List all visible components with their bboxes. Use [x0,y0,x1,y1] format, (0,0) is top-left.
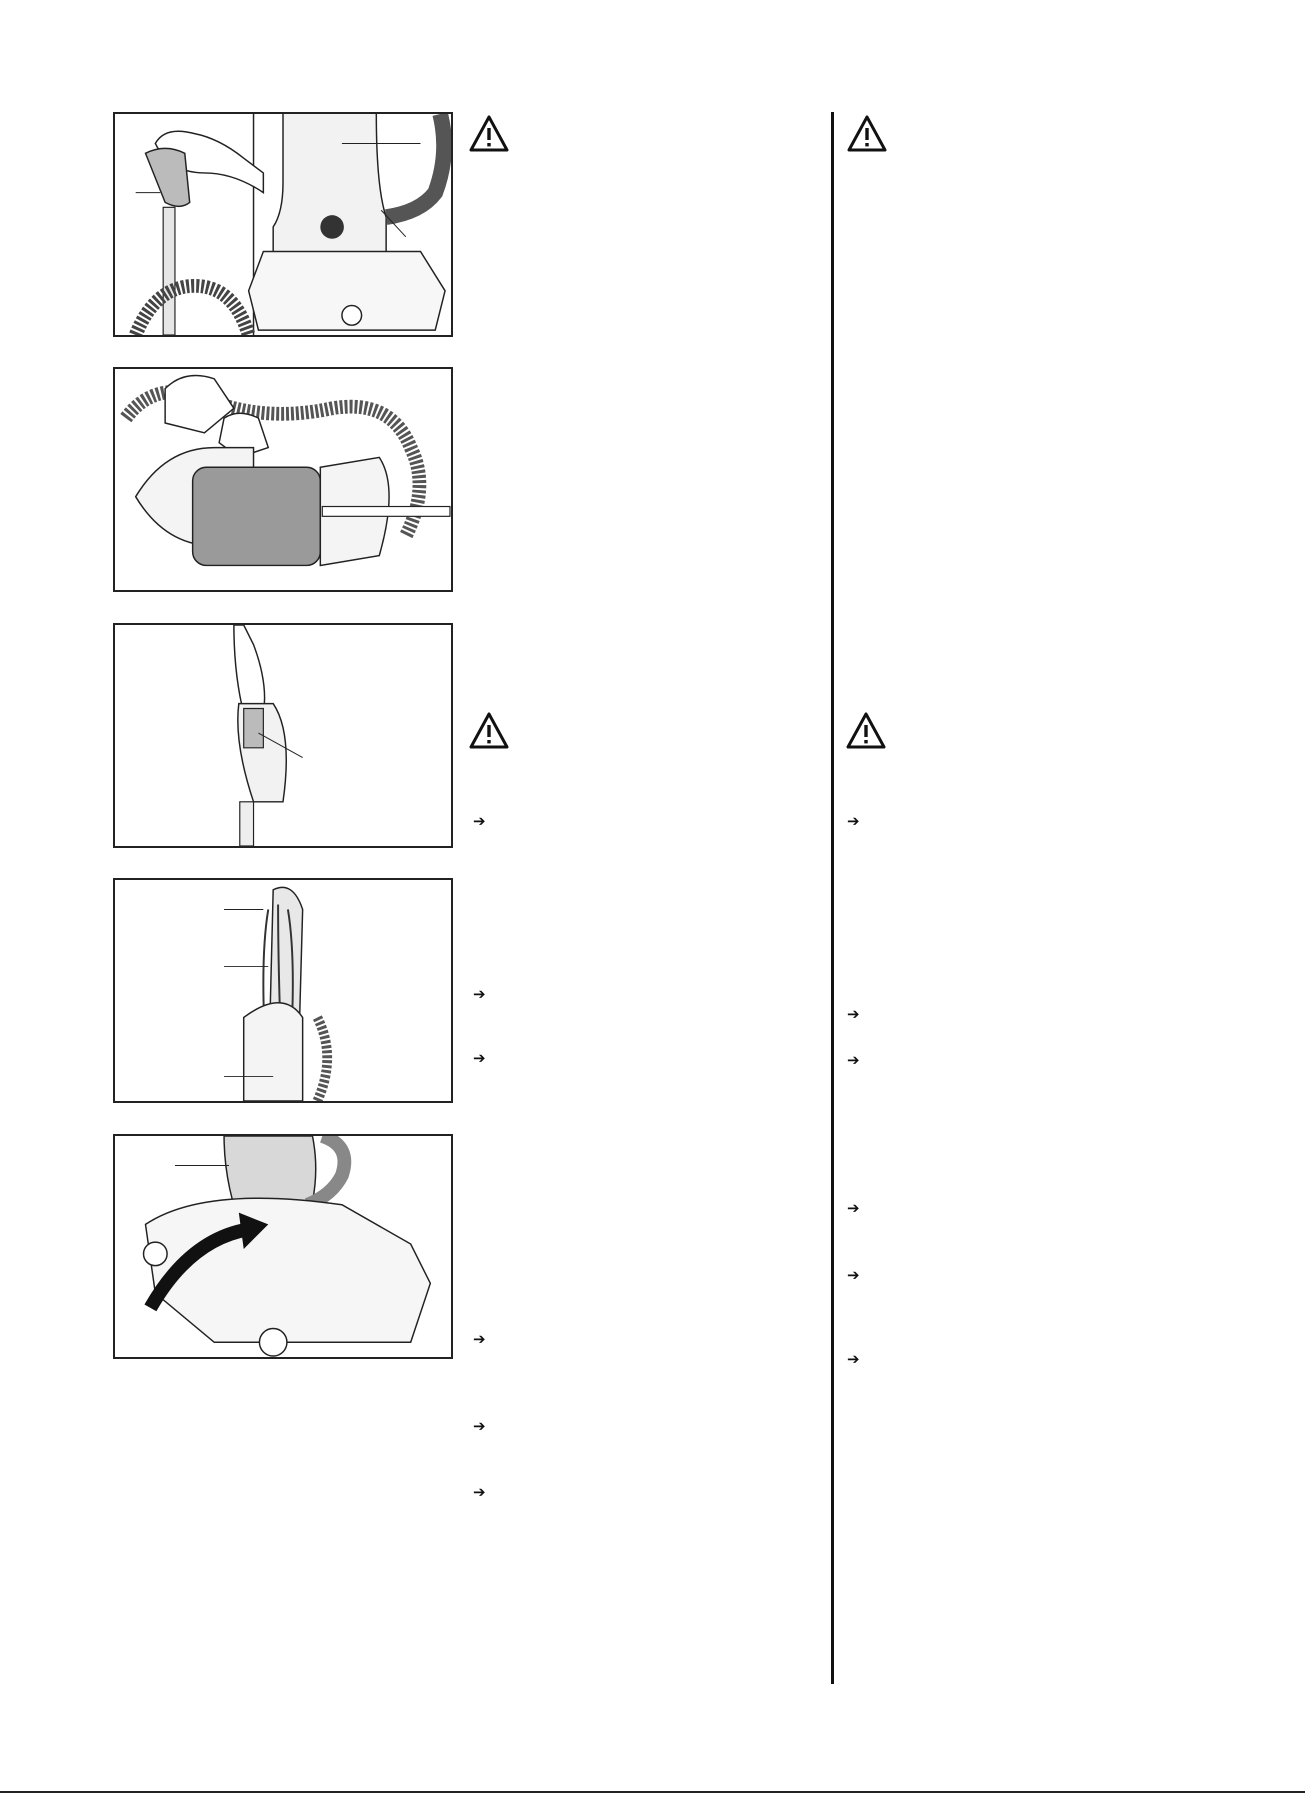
page-bottom-rule [0,1791,1305,1793]
figure-hand-on-handle-release [113,623,453,848]
illustration-carrying-cylinder [115,369,451,590]
right-arrow-icon: ➔ [847,1051,860,1069]
right-arrow-icon: ➔ [847,1350,860,1368]
right-arrow-icon: ➔ [473,1417,486,1435]
right-arrow-icon: ➔ [473,985,486,1003]
warning-triangle-icon [469,711,509,751]
illustration-tilting-upright [115,1136,451,1357]
right-arrow-icon: ➔ [473,812,486,830]
right-arrow-icon: ➔ [473,1483,486,1501]
figure-cord-wrapped-on-hooks [113,878,453,1103]
figure-carrying-cylinder-with-hose [113,367,453,592]
figure-hose-handle-and-wand-holder [113,112,453,337]
warning-triangle-icon [847,114,887,154]
figure-tilting-upright-back [113,1134,453,1359]
right-arrow-icon: ➔ [847,1005,860,1023]
illustration-cord-storage [115,880,451,1101]
right-arrow-icon: ➔ [473,1049,486,1067]
warning-triangle-icon [846,711,886,751]
right-arrow-icon: ➔ [847,812,860,830]
illustration-hand-on-handle [115,625,451,846]
right-arrow-icon: ➔ [847,1199,860,1217]
illustration-handle-and-upright [115,114,451,335]
warning-triangle-icon [469,114,509,154]
column-divider [831,112,834,1684]
right-arrow-icon: ➔ [847,1266,860,1284]
right-arrow-icon: ➔ [473,1330,486,1348]
